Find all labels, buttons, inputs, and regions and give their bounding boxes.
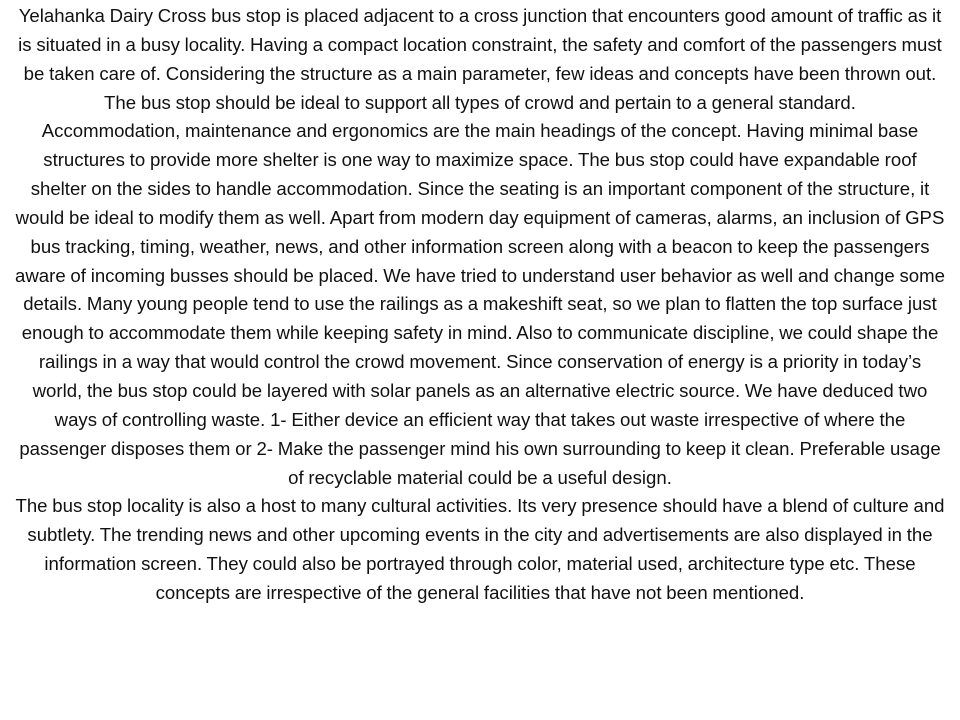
paragraph-concept: Accommodation, maintenance and ergonomics are the main headings of the concept. Having minimal base structures to provide more shelter is one way to maximize space. The bus stop could have expandable roof shelter on the sides to handle accommodation. Since the seating is an important component of the structure, it would be ideal to modify them as well. Apart from modern day equipment of cameras, alarms, an inclusion of GPS bus tracking, timing, weather, news, and other information screen along with a beacon to keep the passengers aware of incoming busses should be placed. We have tried to understand user behavior as well and change some details. Many young people tend to use the railings as a makeshift seat, so we plan to flatten the top surface just enough to accommodate them while keeping safety in mind. Also to communicate discipline, we could shape the railings in a way that would control the crowd movement. Since conservation of energy is a priority in today’s world, the bus stop could be layered with solar panels as an alternative electric source. We have deduced two ways of controlling waste. 1- Either device an efficient way that takes out waste irrespective of where the passenger disposes them or 2- Make the passenger mind his own surrounding to keep it clean. Preferable usage of recyclable material could be a useful design. (15, 120, 945, 488)
body-text-block (14, 2, 946, 608)
paragraph-intro: Yelahanka Dairy Cross bus stop is placed adjacent to a cross junction that encounters good amount of traffic as it is situated in a busy locality. Having a compact location constraint, the safety and comfort of the passengers must be taken care of. Considering the structure as a main parameter, few ideas and concepts have been thrown out. The bus stop should be ideal to support all types of crowd and pertain to a general standard. (18, 5, 942, 113)
paragraph-culture: The bus stop locality is also a host to many cultural activities. Its very presence should have a blend of culture and subtlety. The trending news and other upcoming events in the city and advertisements are also displayed in the information screen. They could also be portrayed through color, material used, architecture type etc. These concepts are irrespective of the general facilities that have not been mentioned. (15, 495, 945, 603)
